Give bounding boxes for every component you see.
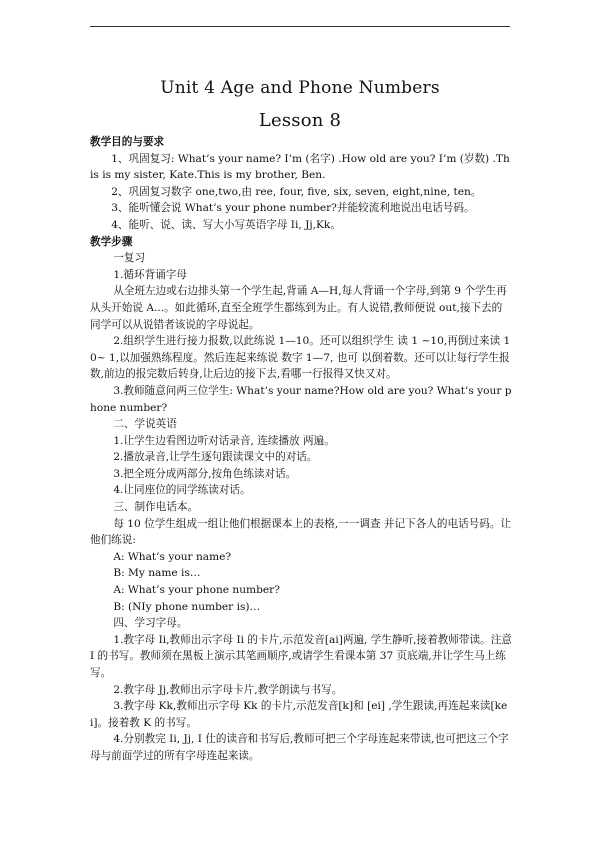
- steps-heading: 教学步骤: [90, 235, 133, 248]
- dialog-line: A: What’s your name?: [113, 550, 232, 563]
- dialog-line: B: My name is…: [113, 567, 201, 580]
- lesson-title: Lesson 8: [258, 110, 342, 131]
- top-rule: [90, 26, 510, 27]
- review-paragraph: 2.组织学生进行接力报数,以此练说 1—10。还可以组织学生 读 1 ~10,再倒过来读 10~ 1,以加强熟练程度。然后连起来练说 数字 1—7, 也可 以倒着数。还可以让每行学生报数,前边的报完数后转身,让后边的接下去,看哪一行报得又快又对。: [90, 335, 511, 381]
- phonebook-paragraph: 每 10 位学生组成一组让他们根据课本上的表格,一一调查 并记下各人的电话号码。让他们练说:: [90, 517, 512, 547]
- learn-item: 4.让同座位的同学练读对话。: [113, 484, 251, 497]
- objectives-heading: 教学目的与要求: [90, 136, 165, 148]
- section-title-learn: 二、学说英语: [113, 418, 177, 431]
- review-subheading: 1.循环背诵字母: [113, 268, 187, 281]
- dialog-line: A: What’s your phone number?: [113, 584, 280, 597]
- review-paragraph: 从全班左边或右边排头第一个学生起,背诵 A—H,每人背诵一个字母,到第 9 个学生再从头开始说 A...。如此循环,直至全班学生都练到为止。有人说错,教师便说 out,接下去的同学可以从说错者该说的字母说起。: [90, 285, 507, 331]
- objective-item: 4、能听、说、读、写大小写英语字母 Ii, Jj,Kk。: [111, 218, 341, 231]
- objective-item: 1、巩固复习: What’s your name? I’m (名字) .How old are you? I’m (岁数) .This is my sister, Kate.This is my brother, Ben.: [90, 152, 510, 182]
- section-title-letters: 四、学习字母。: [113, 617, 188, 630]
- letters-item: 3.教字母 Kk,教师出示字母 Kk 的卡片,示范发音[k]和 [ei] ,学生跟读,再连起来读[kei]。接着教 K 的书写。: [90, 700, 508, 729]
- dialog-line: B: (NIy phone number is)…: [113, 600, 261, 613]
- objective-item: 3、能听懂会说 What’s your phone number?并能较流利地说出电话号码。: [111, 202, 475, 215]
- section-title-phonebook: 三、制作电话本。: [113, 501, 199, 514]
- learn-item: 3.把全班分成两部分,按角色练读对话。: [113, 467, 297, 480]
- letters-item: 1.教字母 Ii,教师出示字母 Ii 的卡片,示范发音[ai]两遍, 学生静听,接着教师带读。注意 I 的书写。教师须在黑板上演示其笔画顺序,或请学生看课本第 37 页底端,并让学生马上练写。: [90, 633, 512, 679]
- learn-item: 2.播放录音,让学生逐句跟读课文中的对话。: [113, 451, 318, 464]
- review-paragraph: 3.教师随意问两三位学生: What’s your name?How old are you? What’s your phone number?: [90, 384, 512, 414]
- section-title-review: 一复习: [113, 252, 146, 265]
- letters-item: 4.分别教完 Ii, Jj, I 仕的读音和书写后,教师可把三个字母连起来带读,也可把这三个字母与前面学过的所有字母连起来读。: [90, 733, 509, 762]
- objective-item: 2、巩固复习数字 one,two,由 ree, four, five, six, seven, eight,nine, ten。: [111, 185, 482, 198]
- letters-item: 2.教字母 Jj,教师出示字母卡片,教学朗读与书写。: [113, 683, 343, 696]
- learn-item: 1.让学生边看图边听对话录音, 连续播放 两遍。: [113, 434, 335, 447]
- unit-title: Unit 4 Age and Phone Numbers: [160, 78, 440, 98]
- lesson-body: [90, 134, 512, 765]
